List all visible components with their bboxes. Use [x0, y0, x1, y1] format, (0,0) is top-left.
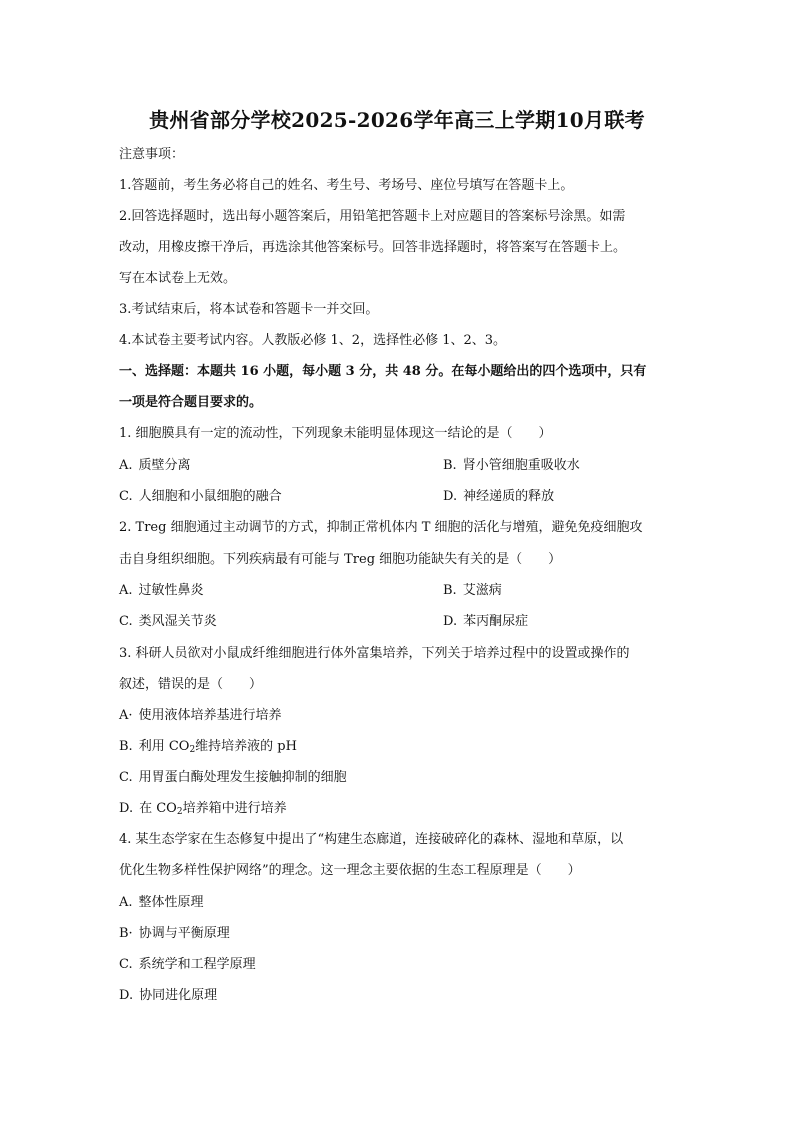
option-letter: D. [119, 988, 134, 1003]
option-letter: D. [443, 489, 458, 504]
question-4-option-b [119, 925, 230, 942]
notice-item-2-line-1: 2.回答选择题时，选出每小题答案后，用铅笔把答题卡上对应题目的答案标号涂黑。如需 [119, 209, 626, 224]
subscript: 2 [176, 807, 183, 817]
option-letter: A· [119, 708, 133, 723]
option-letter: D. [443, 614, 458, 629]
question-3-option-a [119, 707, 282, 724]
question-1-option-d [443, 488, 554, 505]
option-text: 艾滋病 [462, 583, 502, 598]
question-3-option-c [119, 769, 347, 786]
question-4-option-c [119, 956, 256, 973]
option-text: 类风湿关节炎 [138, 614, 217, 629]
question-1-stem: 1. 细胞膜具有一定的流动性，下列现象未能明显体现这一结论的是（ ） [119, 426, 552, 441]
section-1-heading-line-2: 一项是符合题目要求的。 [119, 395, 263, 410]
option-text: 使用液体培养基进行培养 [138, 708, 282, 723]
option-letter: D. [119, 801, 134, 816]
option-text: 人细胞和小鼠细胞的融合 [138, 489, 282, 504]
question-3-option-b [119, 738, 297, 755]
option-text: 整体性原理 [138, 895, 204, 910]
option-letter: C. [119, 957, 133, 972]
option-text: 协调与平衡原理 [138, 926, 230, 941]
option-text: 过敏性鼻炎 [138, 583, 204, 598]
option-text-prefix: 在 CO [139, 801, 177, 816]
option-text: 系统学和工程学原理 [138, 957, 256, 972]
option-letter: A. [119, 458, 133, 473]
option-text-suffix: 培养箱中进行培养 [182, 801, 287, 816]
option-letter: A. [119, 583, 133, 598]
question-3-stem-line-1: 3. 科研人员欲对小鼠成纤维细胞进行体外富集培养，下列关于培养过程中的设置或操作的 [119, 646, 630, 661]
question-3-option-d [119, 800, 287, 817]
notice-item-4: 4.本试卷主要考试内容。人教版必修 1、2，选择性必修 1、2、3。 [119, 333, 507, 348]
question-2-option-a [119, 582, 204, 599]
option-text-suffix: 维持培养液的 pH [195, 739, 297, 754]
option-text-prefix: 利用 CO [138, 739, 190, 754]
question-4-stem-line-1: 4. 某生态学家在生态修复中提出了“构建生态廊道，连接破碎化的森林、湿地和草原，以 [119, 832, 624, 847]
option-letter: C. [119, 489, 133, 504]
question-2-stem-line-2: 击自身组织细胞。下列疾病最有可能与 Treg 细胞功能缺失有关的是（ ） [119, 552, 562, 567]
question-1-option-a [119, 457, 191, 474]
question-2-option-c [119, 613, 217, 630]
notice-item-2-line-2: 改动，用橡皮擦干净后，再选涂其他答案标号。回答非选择题时，将答案写在答题卡上。 [119, 240, 627, 255]
notice-item-1: 1.答题前，考生务必将自己的姓名、考生号、考场号、座位号填写在答题卡上。 [119, 178, 574, 193]
option-text: 苯丙酮尿症 [463, 614, 529, 629]
notice-heading: 注意事项： [119, 147, 185, 162]
question-1-option-b [443, 457, 580, 474]
option-text: 神经递质的释放 [463, 489, 555, 504]
notice-item-3: 3.考试结束后，将本试卷和答题卡一并交回。 [119, 302, 379, 317]
option-letter: B· [119, 926, 133, 941]
notice-item-2-line-3: 写在本试卷上无效。 [119, 271, 237, 286]
question-4-stem-line-2: 优化生物多样性保护网络”的理念。这一理念主要依据的生态工程原理是（ ） [119, 863, 581, 878]
option-letter: C. [119, 614, 133, 629]
question-4-option-d [119, 987, 217, 1004]
option-letter: B. [443, 458, 457, 473]
question-2-option-b [443, 582, 502, 599]
question-1-option-c [119, 488, 282, 505]
question-2-stem-line-1: 2. Treg 细胞通过主动调节的方式，抑制正常机体内 T 细胞的活化与增殖，避免免疫细胞攻 [119, 520, 643, 535]
option-text: 质壁分离 [138, 458, 191, 473]
option-letter: A. [119, 895, 133, 910]
option-text: 协同进化原理 [139, 988, 218, 1003]
section-1-heading-line-1: 一、选择题：本题共 16 小题，每小题 3 分，共 48 分。在每小题给出的四个选项中，只有 [119, 364, 647, 379]
option-text: 肾小管细胞重吸收水 [462, 458, 580, 473]
subscript: 2 [189, 745, 196, 755]
option-letter: C. [119, 770, 133, 785]
option-text: 用胃蛋白酶处理发生接触抑制的细胞 [138, 770, 347, 785]
question-4-option-a [119, 894, 204, 911]
option-letter: B. [119, 739, 133, 754]
option-letter: B. [443, 583, 457, 598]
page-title: 贵州省部分学校2025-2026学年高三上学期10月联考 [149, 108, 645, 132]
question-2-option-d [443, 613, 528, 630]
question-3-stem-line-2: 叙述，错误的是（ ） [119, 677, 263, 692]
